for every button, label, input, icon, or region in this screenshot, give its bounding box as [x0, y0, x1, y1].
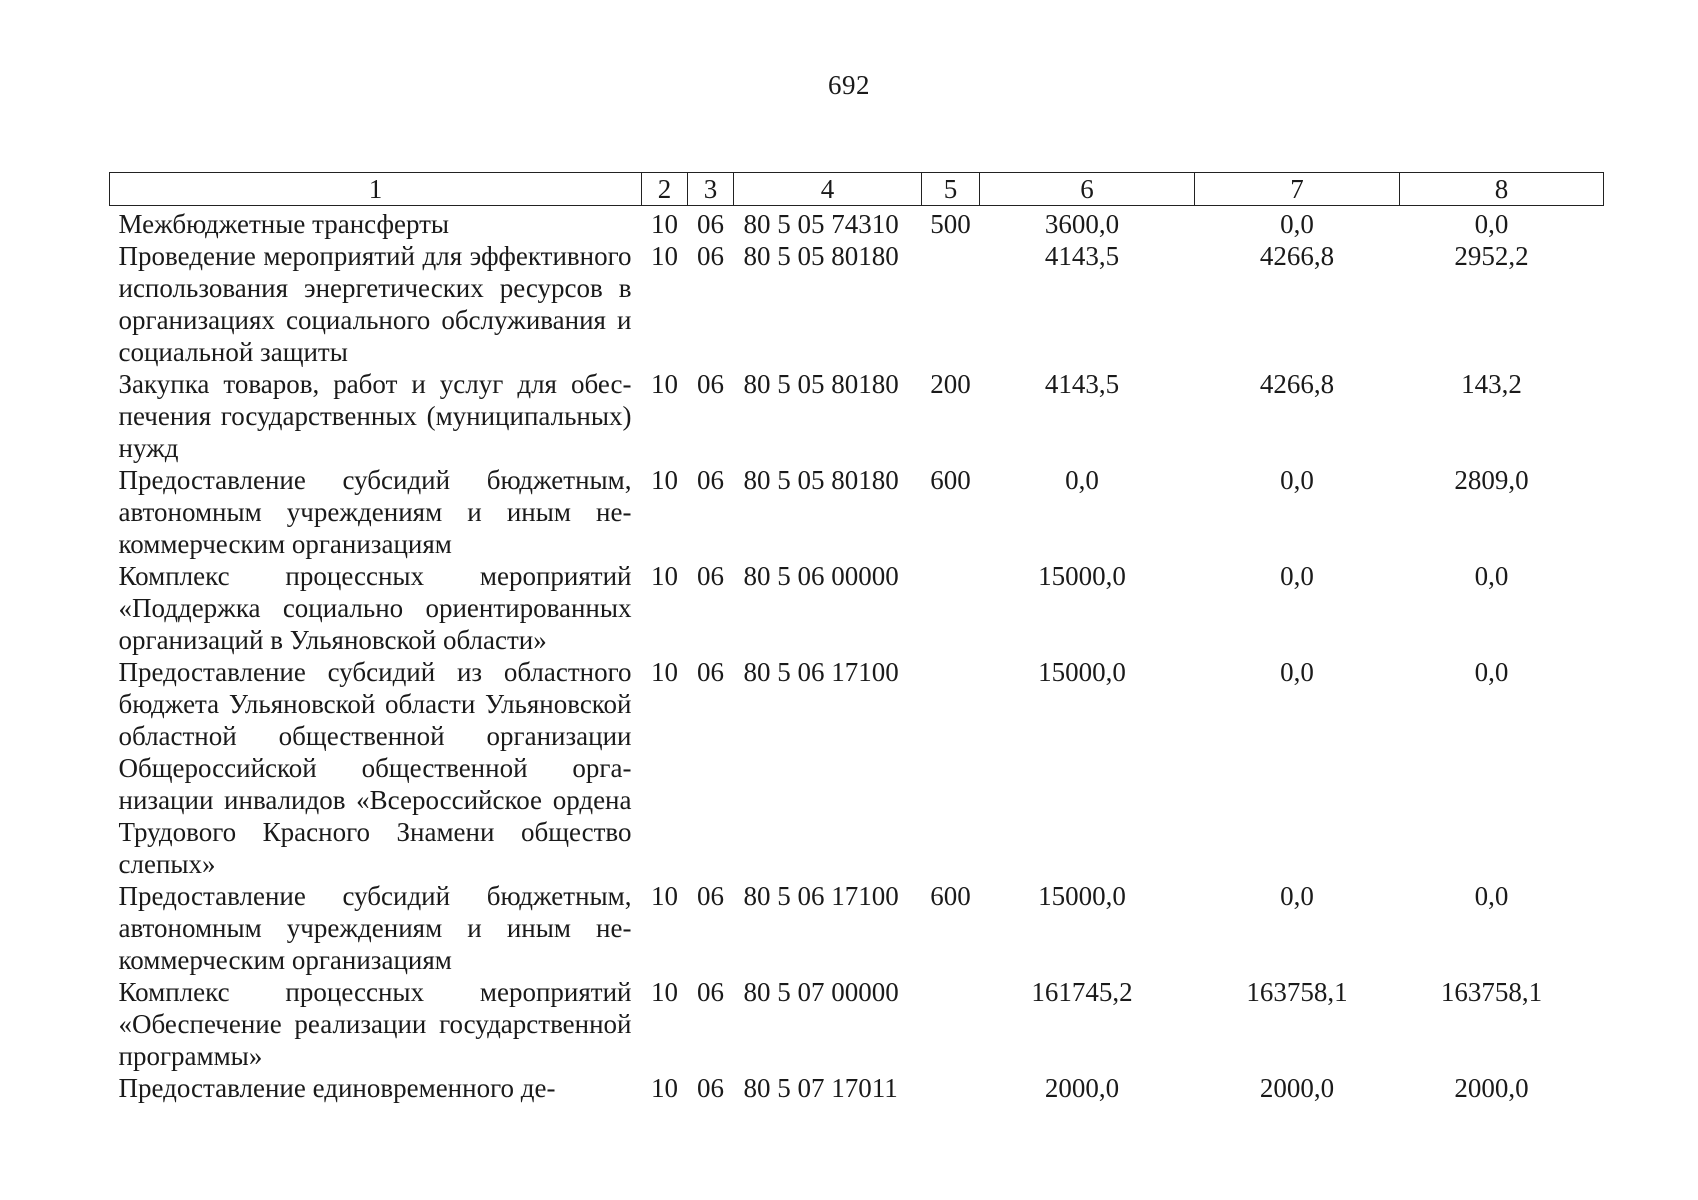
row-value-col6: 0,0 — [1065, 465, 1099, 495]
row-value-col7: 0,0 — [1280, 561, 1314, 591]
table-body — [110, 206, 1604, 1105]
row-expense-type — [922, 656, 980, 880]
row-subsection: 06 — [697, 369, 724, 399]
header-col-4: 4 — [734, 173, 922, 206]
row-target-code: 80 5 05 74310 — [743, 209, 899, 239]
row-section: 10 — [651, 881, 678, 911]
row-name: Закупка товаров, работ и услуг для обеспечения государственных (муниципальных) нужд — [118, 369, 632, 463]
row-expense-type: 500 — [930, 209, 971, 239]
header-col-7: 7 — [1195, 173, 1400, 206]
row-expense-type: 600 — [930, 881, 971, 911]
row-section: 10 — [651, 561, 678, 591]
table-row — [110, 206, 1604, 241]
table-row — [110, 240, 1604, 368]
table-row — [110, 560, 1604, 656]
table-row — [110, 880, 1604, 976]
row-name: Межбюджетные трансферты — [118, 209, 450, 239]
row-value-col7: 0,0 — [1280, 209, 1314, 239]
header-row — [110, 173, 1604, 206]
header-col-6: 6 — [980, 173, 1195, 206]
row-subsection: 06 — [697, 465, 724, 495]
header-col-8: 8 — [1400, 173, 1604, 206]
row-value-col8: 2952,2 — [1454, 241, 1529, 271]
row-value-col6: 15000,0 — [1038, 881, 1126, 911]
row-target-code: 80 5 07 17011 — [743, 1073, 898, 1103]
row-target-code: 80 5 06 17100 — [743, 657, 899, 687]
row-name: Комплекс процессных мероприятий «Поддержка социально ориентированных организаций в Ульяновской области» — [118, 561, 632, 655]
row-value-col6: 4143,5 — [1044, 241, 1120, 271]
row-value-col8: 163758,1 — [1440, 977, 1543, 1007]
row-value-col8: 0,0 — [1474, 657, 1509, 687]
table-row — [110, 368, 1604, 464]
row-section: 10 — [651, 657, 678, 687]
row-target-code: 80 5 05 80180 — [743, 369, 899, 399]
header-col-3: 3 — [688, 173, 734, 206]
row-target-code: 80 5 06 17100 — [743, 881, 899, 911]
row-subsection: 06 — [697, 561, 724, 591]
row-value-col6: 2000,0 — [1044, 1073, 1120, 1103]
row-value-col8: 0,0 — [1474, 209, 1509, 239]
row-name: Комплекс процессных мероприятий «Обеспечение реализации государственной программы» — [118, 977, 632, 1071]
header-col-5: 5 — [922, 173, 980, 206]
row-value-col7: 4266,8 — [1259, 369, 1335, 399]
row-target-code: 80 5 05 80180 — [743, 465, 899, 495]
row-value-col7: 0,0 — [1280, 881, 1314, 911]
table-row — [110, 1072, 1604, 1104]
page-number: 692 — [828, 70, 870, 100]
table-row — [110, 464, 1604, 560]
header-col-2: 2 — [642, 173, 688, 206]
table-row — [110, 976, 1604, 1072]
row-value-col6: 15000,0 — [1038, 657, 1126, 687]
row-expense-type — [922, 1072, 980, 1104]
row-value-col7: 163758,1 — [1246, 977, 1348, 1007]
row-value-col8: 2000,0 — [1454, 1073, 1529, 1103]
row-value-col7: 2000,0 — [1259, 1073, 1335, 1103]
row-expense-type — [922, 240, 980, 368]
row-subsection: 06 — [697, 881, 724, 911]
row-subsection: 06 — [697, 209, 724, 239]
row-section: 10 — [651, 209, 678, 239]
row-value-col8: 0,0 — [1474, 561, 1509, 591]
row-name: Предоставление субсидий бюджетным, автономным учреждениям и иным некоммерческим организациям — [118, 881, 632, 975]
row-expense-type: 600 — [930, 465, 971, 495]
header-col-1: 1 — [110, 173, 642, 206]
row-section: 10 — [651, 977, 678, 1007]
row-section: 10 — [651, 1073, 678, 1103]
row-subsection: 06 — [697, 241, 724, 271]
row-value-col7: 4266,8 — [1259, 241, 1335, 271]
row-subsection: 06 — [697, 657, 724, 687]
row-target-code: 80 5 07 00000 — [743, 977, 899, 1007]
row-value-col6: 161745,2 — [1031, 977, 1133, 1007]
row-target-code: 80 5 05 80180 — [743, 241, 899, 271]
row-value-col8: 143,2 — [1461, 369, 1522, 399]
row-section: 10 — [651, 465, 678, 495]
budget-table — [109, 172, 1604, 1104]
row-value-col7: 0,0 — [1280, 465, 1314, 495]
row-value-col6: 4143,5 — [1044, 369, 1120, 399]
row-value-col7: 0,0 — [1280, 657, 1314, 687]
row-section: 10 — [651, 369, 678, 399]
row-value-col8: 2809,0 — [1454, 465, 1529, 495]
row-expense-type — [922, 560, 980, 656]
row-target-code: 80 5 06 00000 — [743, 561, 899, 591]
table-header — [110, 173, 1604, 206]
row-value-col8: 0,0 — [1474, 881, 1509, 911]
row-value-col6: 15000,0 — [1038, 561, 1126, 591]
row-value-col6: 3600,0 — [1044, 209, 1120, 239]
row-section: 10 — [651, 241, 678, 271]
row-expense-type: 200 — [930, 369, 971, 399]
table-row — [110, 656, 1604, 880]
row-name: Предоставление единовременного де- — [118, 1073, 556, 1103]
row-expense-type — [922, 976, 980, 1072]
row-name: Предоставление субсидий из областного бюджета Ульяновской области Ульяновской областной общественной организации Общероссийской общественной организации инвалидов «Всероссийское ордена Трудового Красного Знамени общество слепых» — [118, 657, 632, 879]
row-subsection: 06 — [697, 977, 724, 1007]
row-name: Предоставление субсидий бюджетным, автономным учреждениям и иным некоммерческим организациям — [118, 465, 632, 559]
row-subsection: 06 — [697, 1073, 724, 1103]
row-name: Проведение мероприятий для эффективного использования энергетических ресурсов в организациях социального обслуживания и социальной защиты — [118, 241, 632, 367]
